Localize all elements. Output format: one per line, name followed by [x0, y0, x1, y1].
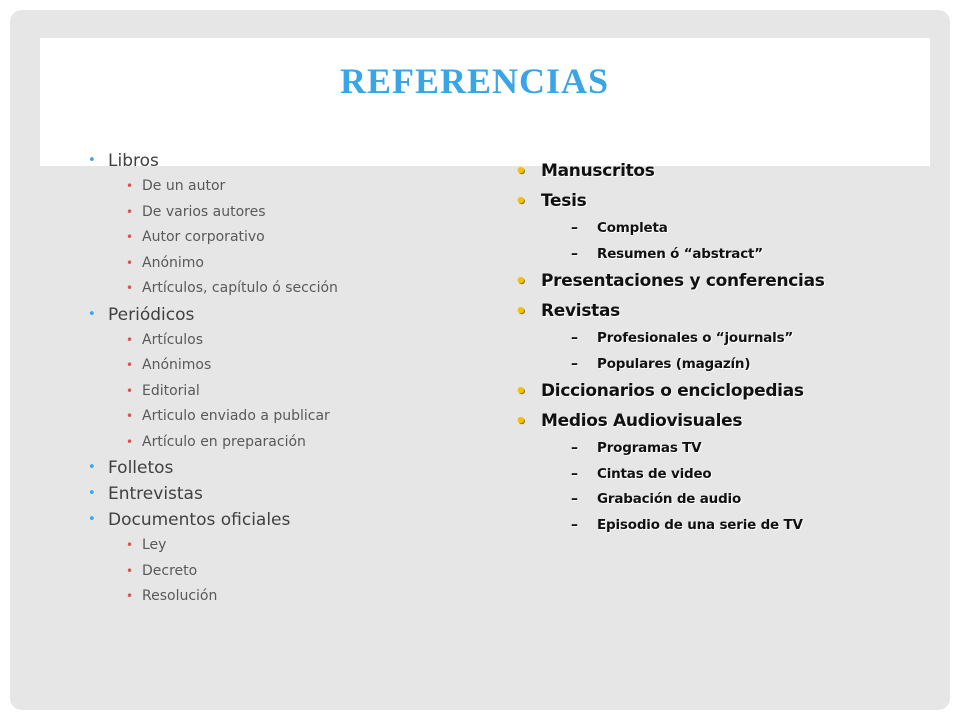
list-item: • Libros [88, 148, 468, 174]
list-item: • Anónimos [88, 353, 468, 379]
slide [10, 10, 950, 710]
list-item: • Medios Audiovisuales [503, 407, 943, 437]
list-item: – Episodio de una serie de TV [503, 513, 943, 539]
list-item: • De un autor [88, 174, 468, 200]
title-box [40, 38, 930, 166]
list-item: • Anónimo [88, 251, 468, 277]
sub-list [503, 436, 943, 538]
list-item: • Folletos [88, 455, 468, 481]
list-item: – Cintas de video [503, 462, 943, 488]
list-item: • Documentos oficiales [88, 507, 468, 533]
slide-title: REFERENCIAS [340, 61, 610, 101]
list-item: – Populares (magazín) [503, 352, 943, 378]
right-bullet-list [503, 157, 943, 538]
list-item: – Grabación de audio [503, 487, 943, 513]
list-item: • De varios autores [88, 200, 468, 226]
list-item: • Periódicos [88, 302, 468, 328]
list-item: • Manuscritos [503, 157, 943, 187]
list-item: • Artículos, capítulo ó sección [88, 276, 468, 302]
list-item: • Presentaciones y conferencias [503, 267, 943, 297]
list-item: • Ley [88, 533, 468, 559]
list-item: • Articulo enviado a publicar [88, 404, 468, 430]
left-bullet-list [88, 148, 468, 610]
sub-list [88, 174, 468, 302]
list-item: – Completa [503, 216, 943, 242]
list-item: • Diccionarios o enciclopedias [503, 377, 943, 407]
list-item: • Revistas [503, 297, 943, 327]
list-item: – Profesionales o “journals” [503, 326, 943, 352]
sub-list [88, 328, 468, 456]
list-item: • Autor corporativo [88, 225, 468, 251]
list-item: • Tesis [503, 187, 943, 217]
list-item: – Programas TV [503, 436, 943, 462]
sub-list [88, 533, 468, 610]
list-item: • Artículos [88, 328, 468, 354]
list-item: • Resolución [88, 584, 468, 610]
list-item: • Artículo en preparación [88, 430, 468, 456]
list-item: – Resumen ó “abstract” [503, 242, 943, 268]
list-item: • Editorial [88, 379, 468, 405]
list-item: • Decreto [88, 559, 468, 585]
sub-list [503, 216, 943, 267]
list-item: • Entrevistas [88, 481, 468, 507]
sub-list [503, 326, 943, 377]
